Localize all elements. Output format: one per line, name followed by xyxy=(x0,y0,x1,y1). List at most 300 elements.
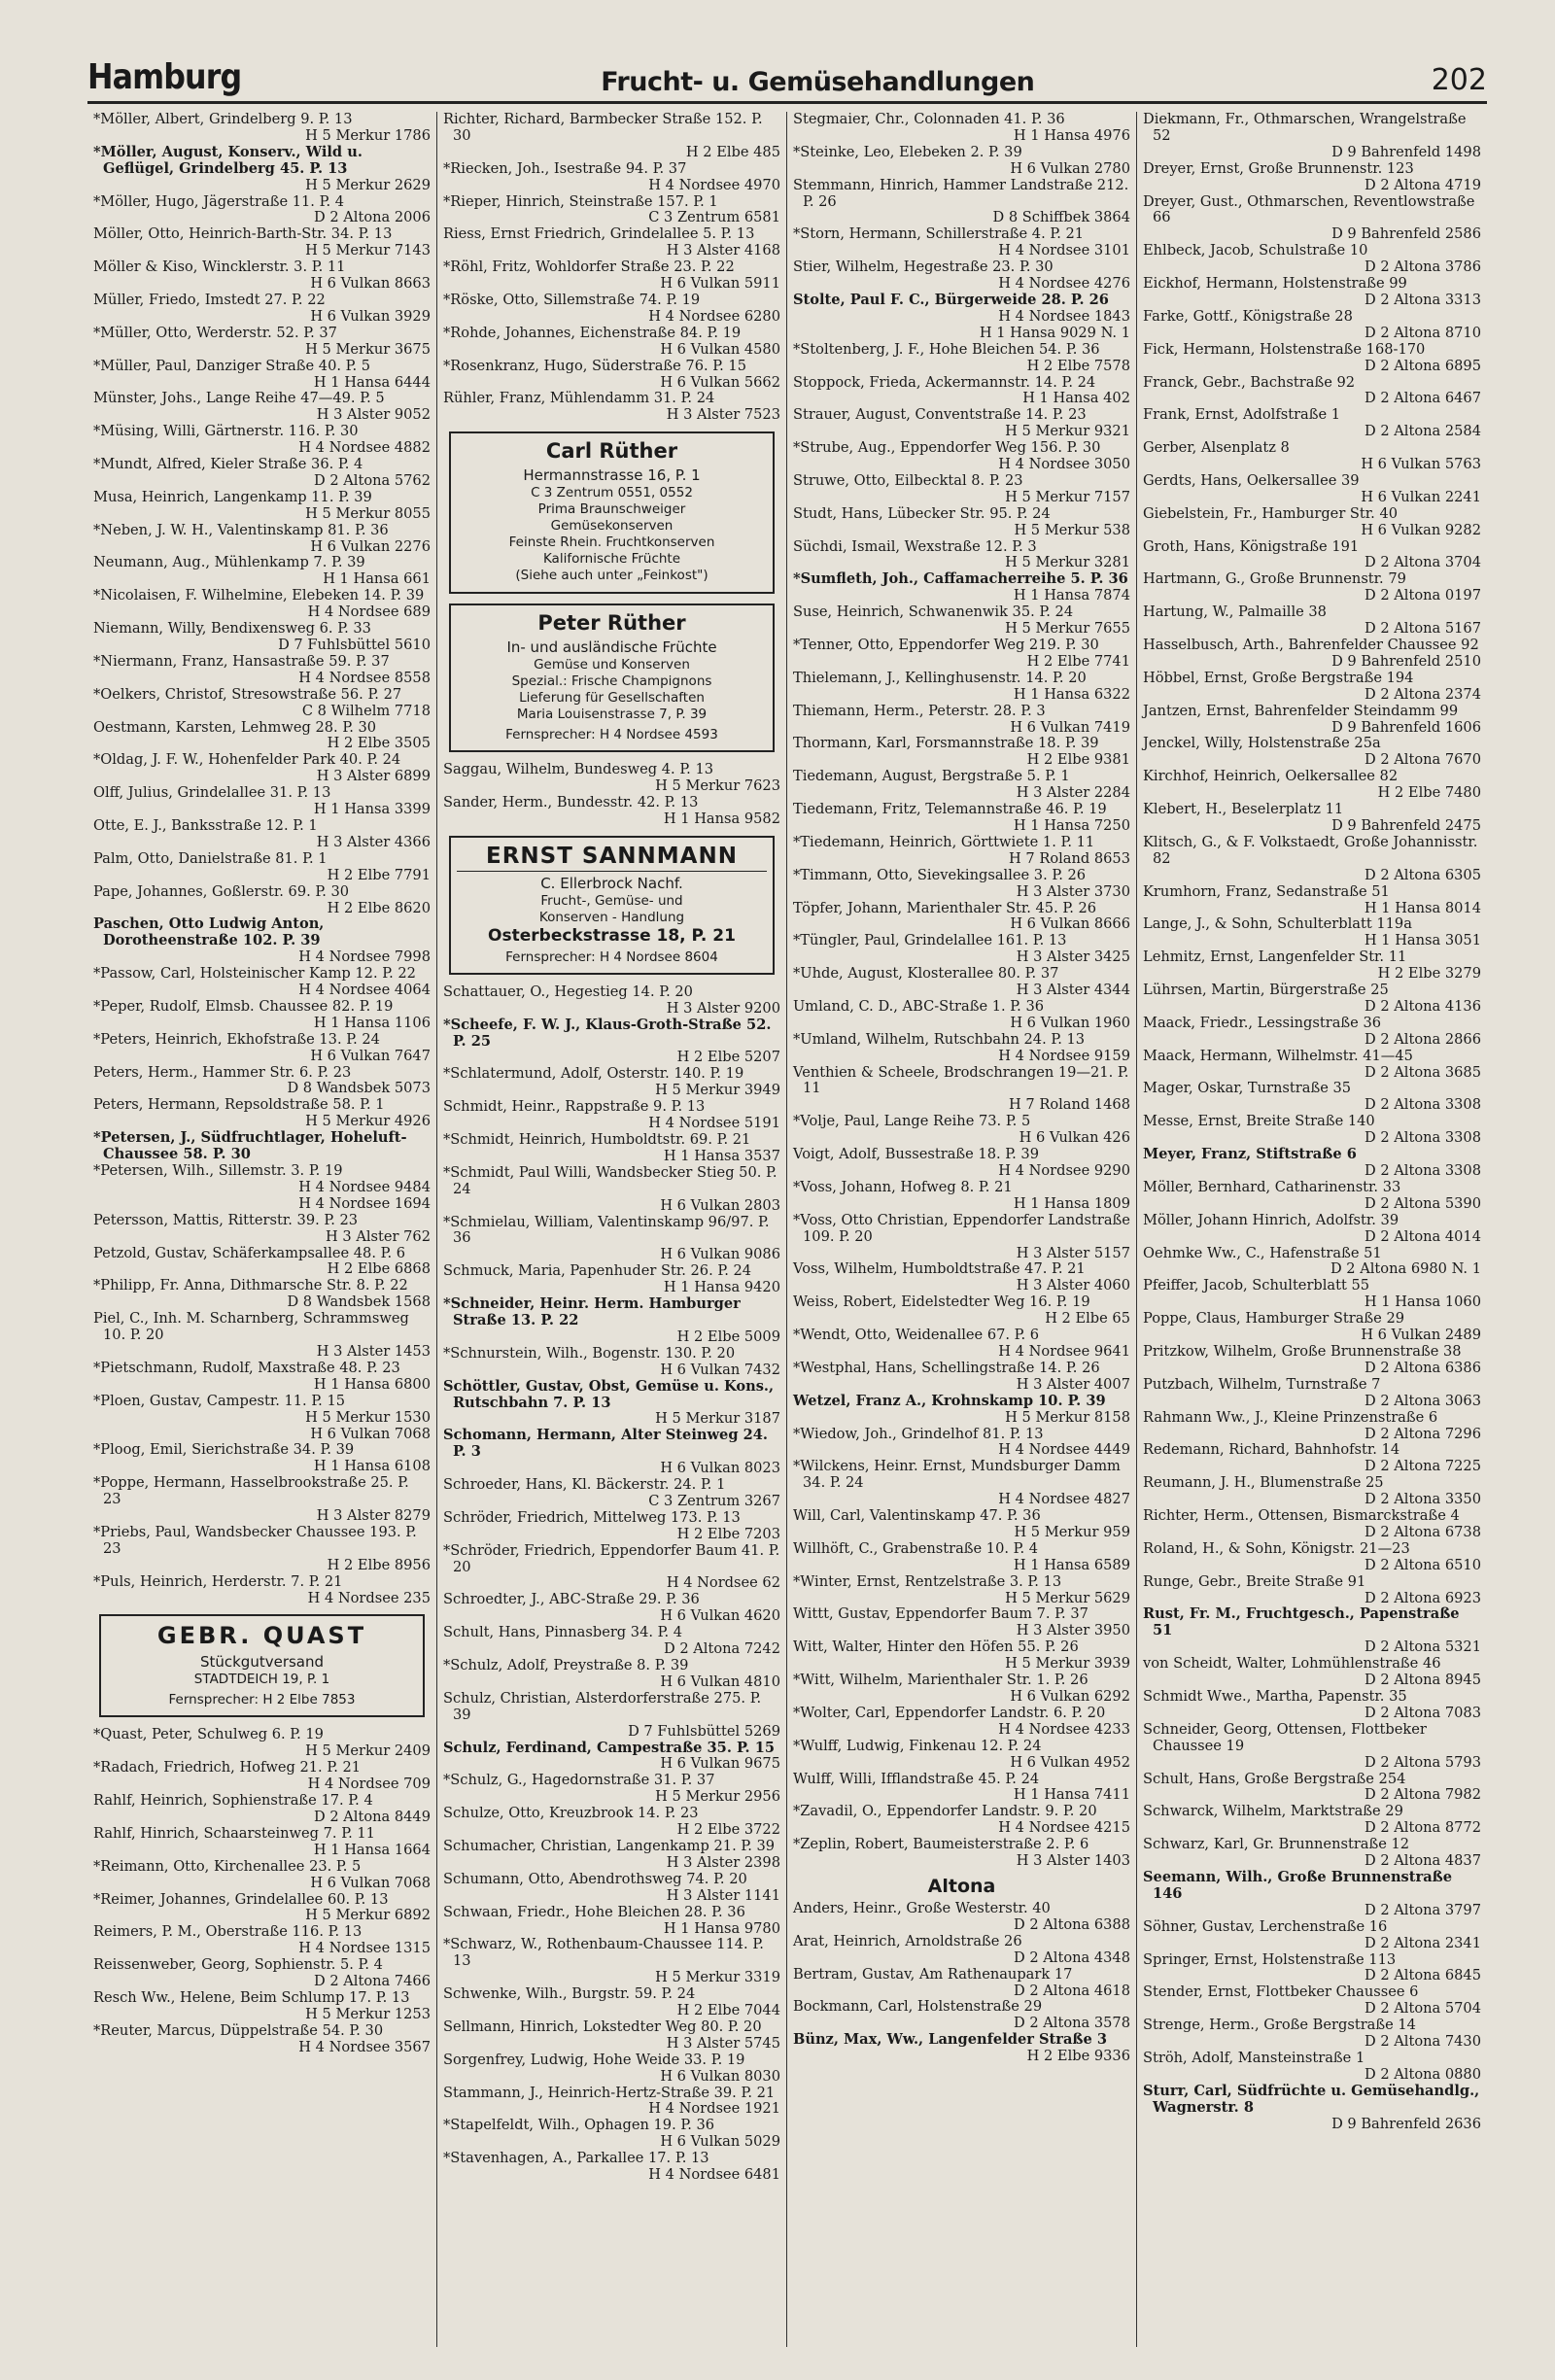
listing-phone: D 2 Altona 3685 xyxy=(1365,1063,1481,1081)
listing-name-address: Schroedter, J., ABC-Straße 29. P. 36 xyxy=(443,1591,700,1608)
listing-entry xyxy=(793,1967,1130,2000)
listing-entry xyxy=(1143,1541,1481,1574)
listing-name-address: Resch Ww., Helene, Beim Schlump 17. P. 13 xyxy=(93,1988,410,2006)
listing-phone: H 1 Hansa 9029 N. 1 xyxy=(979,324,1130,341)
ad-subtitle: C. Ellerbrock Nachf. xyxy=(540,874,683,892)
listing-phone: C 8 Wilhelm 7718 xyxy=(301,702,431,719)
listing-phone: D 2 Altona 7225 xyxy=(1365,1458,1481,1475)
listing-name-address: Hartung, W., Palmaille 38 xyxy=(1143,604,1327,621)
listing-phone: H 4 Nordsee 4882 xyxy=(298,439,431,457)
listing-phone: H 1 Hansa 3537 xyxy=(663,1147,780,1164)
listing-name-address: Schroeder, Hans, Kl. Bäckerstr. 24. P. 1 xyxy=(443,1476,726,1494)
listing-name-address: Bertram, Gustav, Am Rathenaupark 17 xyxy=(793,1965,1073,1983)
listing-entry xyxy=(443,1872,780,1905)
listing-entry xyxy=(443,984,780,1018)
listing-name-address: Wetzel, Franz A., Krohnskamp 10. P. 39 xyxy=(793,1392,1106,1409)
advertisement-box xyxy=(449,604,775,752)
listing-entry xyxy=(1143,1772,1481,1805)
listing-phone: H 1 Hansa 1060 xyxy=(1364,1293,1481,1311)
listing-entry xyxy=(1143,2084,1481,2133)
listing-phone: D 8 Wandsbek 1568 xyxy=(287,1293,431,1311)
listing-name-address: *Röhl, Fritz, Wohldorfer Straße 23. P. 22 xyxy=(443,259,735,276)
listing-name-address: Oehmke Ww., C., Hafenstraße 51 xyxy=(1143,1244,1382,1261)
listing-entry xyxy=(1143,1837,1481,1870)
listing-name-address: Dreyer, Ernst, Große Brunnenstr. 123 xyxy=(1143,159,1414,177)
listing-name-address: Peters, Herm., Hammer Str. 6. P. 23 xyxy=(93,1063,352,1081)
listing-phone: H 5 Merkur 3939 xyxy=(1005,1655,1130,1673)
listing-entry xyxy=(1143,1213,1481,1246)
ad-subtitle: Stückgutversand xyxy=(199,1653,325,1672)
listing-phone: H 4 Nordsee 3101 xyxy=(998,242,1130,259)
listing-phone: H 4 Nordsee 9290 xyxy=(998,1162,1130,1179)
listing-name-address: Schwarck, Wilhelm, Marktstraße 29 xyxy=(1143,1803,1403,1820)
category-heading: Frucht- u. Gemüsehandlungen xyxy=(601,67,1035,97)
listing-entry xyxy=(793,571,1130,604)
listing-phone: H 5 Merkur 1253 xyxy=(305,2005,431,2022)
listing-name-address: Rühler, Franz, Mühlendamm 31. P. 24 xyxy=(443,390,715,407)
listing-phone: H 2 Elbe 8620 xyxy=(327,899,431,916)
listing-entry xyxy=(93,1278,431,1311)
listing-entry xyxy=(443,1658,780,1691)
listing-phone: H 6 Vulkan 8023 xyxy=(660,1460,780,1477)
listing-name-address: Petersson, Mattis, Ritterstr. 39. P. 23 xyxy=(93,1211,359,1228)
ad-text-line: C 3 Zentrum 0551, 0552 xyxy=(531,485,693,501)
listing-name-address: Schröder, Friedrich, Mittelweg 173. P. 13 xyxy=(443,1508,741,1526)
listing-name-address: Schwarz, Karl, Gr. Brunnenstraße 12 xyxy=(1143,1836,1410,1853)
listing-entry xyxy=(793,1999,1130,2032)
listing-phone: H 1 Hansa 7250 xyxy=(1013,816,1130,834)
listing-entry xyxy=(443,1741,780,1774)
listing-phone: H 4 Nordsee 4064 xyxy=(298,982,431,999)
listing-entry xyxy=(793,259,1130,293)
listing-entry xyxy=(793,704,1130,737)
listing-phone: H 6 Vulkan 426 xyxy=(1019,1129,1130,1147)
listing-name-address: Töpfer, Johann, Marienthaler Str. 45. P. 26 xyxy=(793,899,1097,916)
listing-entry xyxy=(443,1839,780,1872)
column-3 xyxy=(787,112,1137,2347)
listing-name-address: Giebelstein, Fr., Hamburger Str. 40 xyxy=(1143,504,1399,522)
listing-name-address: Springer, Ernst, Holstenstraße 113 xyxy=(1143,1950,1397,1968)
listing-name-address: Struwe, Otto, Eilbecktal 8. P. 23 xyxy=(793,471,1023,489)
listing-phone: H 7 Roland 8653 xyxy=(1009,849,1130,867)
listing-name-address: *Möller, August, Konserv., Wild u. Geflügel, Grindelberg 45. P. 13 xyxy=(93,143,363,177)
listing-entry xyxy=(443,1937,780,1986)
listing-phone: H 4 Nordsee 7998 xyxy=(298,949,431,966)
listing-entry xyxy=(93,1065,431,1098)
listing-entry xyxy=(1143,736,1481,769)
listing-entry xyxy=(93,1311,431,1361)
listing-phone: H 6 Vulkan 2489 xyxy=(1361,1327,1481,1344)
listing-name-address: Weiss, Robert, Eidelstedter Weg 16. P. 19 xyxy=(793,1293,1090,1311)
listing-entry xyxy=(93,1361,431,1394)
listing-entry xyxy=(443,762,780,795)
listing-name-address: Schulze, Otto, Kreuzbrook 14. P. 23 xyxy=(443,1805,699,1822)
listing-name-address: Kirchhof, Heinrich, Oelkersallee 82 xyxy=(1143,768,1399,785)
listing-entry xyxy=(1143,473,1481,506)
listing-phone: H 6 Vulkan 2276 xyxy=(310,537,431,555)
listing-name-address: Müller, Friedo, Imstedt 27. P. 22 xyxy=(93,291,326,308)
listing-entry xyxy=(1143,1984,1481,2018)
listing-name-address: Strenge, Herm., Große Bergstraße 14 xyxy=(1143,2017,1416,2034)
ad-title: ERNST SANNMANN xyxy=(457,844,767,872)
listing-phone: H 1 Hansa 1809 xyxy=(1013,1194,1130,1212)
listing-entry xyxy=(1143,638,1481,671)
listing-name-address: Thormann, Karl, Forsmannstraße 18. P. 39 xyxy=(793,735,1099,752)
listing-entry xyxy=(793,1328,1130,1361)
listing-phone: D 2 Altona 6388 xyxy=(1014,1915,1130,1933)
listing-phone: H 4 Nordsee 4970 xyxy=(648,176,780,193)
listing-name-address: Pape, Johannes, Goßlerstr. 69. P. 30 xyxy=(93,882,350,900)
listing-entry xyxy=(93,523,431,556)
listing-name-address: *Peters, Heinrich, Ekhofstraße 13. P. 24 xyxy=(93,1030,380,1048)
listing-name-address: Musa, Heinrich, Langenkamp 11. P. 39 xyxy=(93,488,372,505)
listing-entry xyxy=(93,1097,431,1130)
listing-entry xyxy=(93,424,431,457)
listing-name-address: *Reuter, Marcus, Düppelstraße 54. P. 30 xyxy=(93,2021,384,2039)
listing-name-address: Putzbach, Wilhelm, Turnstraße 7 xyxy=(1143,1375,1381,1393)
listing-entry xyxy=(1143,1049,1481,1082)
listing-name-address: *Schmidt, Heinrich, Humboldtstr. 69. P. 21 xyxy=(443,1131,751,1148)
listing-entry xyxy=(443,1066,780,1099)
listing-phone: D 2 Altona 3308 xyxy=(1365,1129,1481,1147)
listing-name-address: *Wendt, Otto, Weidenallee 67. P. 6 xyxy=(793,1327,1040,1344)
listing-entry xyxy=(93,359,431,392)
listing-entry xyxy=(1143,704,1481,737)
listing-name-address: *Tenner, Otto, Eppendorfer Weg 219. P. 30 xyxy=(793,637,1099,653)
listing-entry xyxy=(1143,604,1481,638)
advertisement-box xyxy=(449,431,775,594)
listing-name-address: *Quast, Peter, Schulweg 6. P. 19 xyxy=(93,1726,324,1743)
listing-entry xyxy=(93,1196,431,1213)
city-heading: Hamburg xyxy=(87,57,242,97)
listing-phone: D 2 Altona 8772 xyxy=(1365,1819,1481,1837)
listing-phone: C 3 Zentrum 3267 xyxy=(648,1492,780,1509)
listing-phone: H 2 Elbe 7741 xyxy=(1026,652,1130,670)
listing-phone: C 3 Zentrum 6581 xyxy=(648,209,780,226)
listing-entry xyxy=(93,457,431,490)
listing-name-address: Piel, C., Inh. M. Scharnberg, Schrammsweg 10. P. 20 xyxy=(93,1310,409,1344)
listing-name-address: Maack, Hermann, Wilhelmstr. 41—45 xyxy=(1143,1047,1413,1064)
listing-entry xyxy=(793,145,1130,178)
listing-phone: D 2 Altona 3578 xyxy=(1014,2015,1130,2032)
listing-phone: H 3 Alster 4007 xyxy=(1016,1375,1130,1393)
listing-name-address: *Wolter, Carl, Eppendorfer Landstr. 6. P. 20 xyxy=(793,1704,1106,1721)
listing-entry xyxy=(793,769,1130,802)
listing-phone: D 2 Altona 5762 xyxy=(314,471,431,489)
listing-name-address: Richter, Richard, Barmbecker Straße 152. P. 30 xyxy=(443,112,763,144)
listing-name-address: *Zavadil, O., Eppendorfer Landstr. 9. P. 20 xyxy=(793,1803,1097,1820)
listing-phone: H 6 Vulkan 5662 xyxy=(660,373,780,391)
listing-entry xyxy=(793,1147,1130,1180)
listing-phone: H 3 Alster 2284 xyxy=(1016,784,1130,802)
listing-entry xyxy=(443,2151,780,2184)
listing-phone: H 6 Vulkan 7647 xyxy=(310,1047,431,1064)
listing-name-address: Stoppock, Frieda, Ackermannstr. 14. P. 24 xyxy=(793,373,1096,391)
listing-name-address: *Petersen, Wilh., Sillemstr. 3. P. 19 xyxy=(93,1162,343,1179)
listing-phone: H 1 Hansa 6322 xyxy=(1013,685,1130,703)
ad-subtitle: In- und ausländische Früchte xyxy=(506,638,717,657)
listing-entry xyxy=(793,1261,1130,1294)
listing-entry xyxy=(1143,1246,1481,1279)
listing-name-address: Lührsen, Martin, Bürgerstraße 25 xyxy=(1143,982,1389,999)
listing-name-address: Klitsch, G., & F. Volkstaedt, Große Johannisstr. 82 xyxy=(1143,833,1478,867)
listing-phone: H 3 Alster 9052 xyxy=(316,406,431,424)
listing-entry xyxy=(93,1246,431,1279)
listing-entry xyxy=(1143,309,1481,342)
listing-phone: H 3 Alster 3730 xyxy=(1016,882,1130,900)
listing-entry xyxy=(93,1213,431,1246)
listing-phone: D 2 Altona 6980 N. 1 xyxy=(1330,1260,1481,1278)
listing-entry xyxy=(1143,1804,1481,1837)
listing-phone: H 3 Alster 4366 xyxy=(316,833,431,850)
listing-name-address: Rust, Fr. M., Fruchtgesch., Papenstraße 51 xyxy=(1143,1605,1460,1639)
listing-name-address: Palm, Otto, Danielstraße 81. P. 1 xyxy=(93,849,328,867)
listing-phone: H 1 Hansa 3399 xyxy=(313,801,431,818)
listing-name-address: Hasselbusch, Arth., Bahrenfelder Chaussee 92 xyxy=(1143,637,1479,653)
listing-phone: H 2 Elbe 5009 xyxy=(676,1328,780,1345)
listing-name-address: Stegmaier, Chr., Colonnaden 41. P. 36 xyxy=(793,112,1065,127)
ad-title: GEBR. QUAST xyxy=(156,1622,367,1650)
listing-name-address: Schattauer, O., Hegestieg 14. P. 20 xyxy=(443,983,693,1000)
listing-name-address: Wulff, Willi, Ifflandstraße 45. P. 24 xyxy=(793,1770,1040,1787)
listing-entry xyxy=(93,1990,431,2023)
listing-name-address: Frank, Ernst, Adolfstraße 1 xyxy=(1143,406,1341,424)
listing-name-address: Will, Carl, Valentinskamp 47. P. 36 xyxy=(793,1507,1041,1525)
listing-phone: H 4 Nordsee 689 xyxy=(307,604,431,621)
listing-name-address: *Wilckens, Heinr. Ernst, Mundsburger Damm 34. P. 24 xyxy=(793,1458,1121,1492)
listing-name-address: *Mundt, Alfred, Kieler Straße 36. P. 4 xyxy=(93,456,363,473)
listing-phone: D 2 Altona 6386 xyxy=(1365,1359,1481,1376)
listing-name-address: Krumhorn, Franz, Sedanstraße 51 xyxy=(1143,882,1390,900)
listing-entry xyxy=(443,112,780,161)
listing-name-address: *Westphal, Hans, Schellingstraße 14. P. 26 xyxy=(793,1359,1100,1376)
listing-phone: H 4 Nordsee 5191 xyxy=(648,1115,780,1132)
listing-entry xyxy=(793,112,1130,145)
listing-phone: D 2 Altona 7982 xyxy=(1365,1786,1481,1804)
listing-phone: D 2 Altona 2584 xyxy=(1365,423,1481,440)
listing-entry xyxy=(443,1215,780,1264)
listing-entry xyxy=(793,802,1130,835)
listing-name-address: Farke, Gottf., Königstraße 28 xyxy=(1143,307,1353,325)
listing-phone: D 2 Altona 5704 xyxy=(1365,2000,1481,2018)
listing-name-address: Rahlf, Heinrich, Sophienstraße 17. P. 4 xyxy=(93,1792,373,1810)
listing-phone: H 6 Vulkan 9282 xyxy=(1361,521,1481,538)
listing-phone: D 2 Altona 6895 xyxy=(1365,357,1481,374)
listing-phone: H 5 Merkur 5629 xyxy=(1005,1589,1130,1606)
listing-entry xyxy=(443,1296,780,1346)
listing-phone: H 6 Vulkan 8666 xyxy=(1010,915,1130,933)
listing-entry xyxy=(793,407,1130,440)
listing-entry xyxy=(93,1574,431,1607)
listing-name-address: *Schneider, Heinr. Herm. Hamburger Straße 13. P. 22 xyxy=(443,1295,741,1328)
listing-phone: H 4 Nordsee 4276 xyxy=(998,275,1130,293)
listing-phone: D 2 Altona 2341 xyxy=(1365,1934,1481,1951)
listing-phone: H 2 Elbe 7480 xyxy=(1377,784,1481,802)
listing-name-address: *Pietschmann, Rudolf, Maxstraße 48. P. 23 xyxy=(93,1359,400,1376)
listing-name-address: *Niermann, Franz, Hansastraße 59. P. 37 xyxy=(93,652,390,670)
listing-phone: H 3 Alster 7523 xyxy=(666,406,780,424)
listing-name-address: Ehlbeck, Jacob, Schulstraße 10 xyxy=(1143,242,1368,259)
listing-entry xyxy=(443,2118,780,2151)
listing-entry xyxy=(1143,539,1481,572)
listing-name-address: *Witt, Wilhelm, Marienthaler Str. 1. P. 26 xyxy=(793,1672,1088,1689)
listing-name-address: Neumann, Aug., Mühlenkamp 7. P. 39 xyxy=(93,554,365,571)
section-heading: Altona xyxy=(927,1875,996,1897)
listing-entry xyxy=(793,1213,1130,1262)
listing-phone: D 2 Altona 8945 xyxy=(1365,1672,1481,1689)
listing-name-address: *Umland, Wilhelm, Rutschbahn 24. P. 13 xyxy=(793,1030,1086,1048)
listing-name-address: Schöttler, Gustav, Obst, Gemüse u. Kons., Rutschbahn 7. P. 13 xyxy=(443,1377,775,1411)
ad-text-line: Spezial.: Frische Champignons xyxy=(511,673,712,690)
listing-phone: H 1 Hansa 4976 xyxy=(1013,126,1130,144)
listing-entry xyxy=(1143,375,1481,408)
listing-entry xyxy=(793,2032,1130,2065)
listing-entry xyxy=(93,1924,431,1957)
listing-name-address: Ströh, Adolf, Mansteinstraße 1 xyxy=(1143,2049,1365,2066)
listing-entry xyxy=(1143,835,1481,884)
listing-phone: H 5 Merkur 7623 xyxy=(655,777,780,795)
listing-entry xyxy=(1143,671,1481,704)
listing-name-address: *Stapelfeldt, Wilh., Ophagen 19. P. 36 xyxy=(443,2117,715,2134)
listing-phone: H 5 Merkur 538 xyxy=(1014,521,1130,538)
listing-name-address: Stender, Ernst, Flottbeker Chaussee 6 xyxy=(1143,1983,1419,2001)
listing-entry xyxy=(93,654,431,687)
listing-entry xyxy=(793,1804,1130,1837)
listing-entry xyxy=(443,391,780,424)
listing-entry xyxy=(1143,1919,1481,1952)
listing-entry xyxy=(1143,440,1481,473)
listing-phone: H 5 Merkur 9321 xyxy=(1005,423,1130,440)
listing-name-address: Messe, Ernst, Breite Straße 140 xyxy=(1143,1113,1375,1130)
listing-phone: H 4 Nordsee 6481 xyxy=(648,2166,780,2184)
listing-entry xyxy=(443,1986,780,2019)
listing-entry xyxy=(93,1394,431,1427)
listing-entry xyxy=(443,1543,780,1593)
listing-phone: H 6 Vulkan 5029 xyxy=(660,2133,780,2151)
listing-name-address: Reumann, J. H., Blumenstraße 25 xyxy=(1143,1474,1384,1492)
listing-phone: H 3 Alster 1403 xyxy=(1016,1852,1130,1870)
listing-phone: H 4 Nordsee 1694 xyxy=(298,1194,431,1212)
listing-name-address: Tiedemann, August, Bergstraße 5. P. 1 xyxy=(793,768,1070,785)
listing-name-address: Bockmann, Carl, Holstenstraße 29 xyxy=(793,1998,1043,2016)
listing-name-address: *Rosenkranz, Hugo, Süderstraße 76. P. 15 xyxy=(443,357,746,374)
listing-phone: D 2 Altona 5793 xyxy=(1365,1753,1481,1771)
listing-entry xyxy=(93,1957,431,1990)
listing-name-address: *Schmielau, William, Valentinskamp 96/97. P. 36 xyxy=(443,1213,770,1247)
listing-phone: H 3 Alster 2398 xyxy=(666,1853,780,1871)
listing-entry xyxy=(93,226,431,259)
listing-entry xyxy=(93,1475,431,1525)
listing-name-address: Reissenweber, Georg, Sophienstr. 5. P. 4 xyxy=(93,1956,383,1974)
listing-entry xyxy=(93,1727,431,1760)
listing-phone: H 6 Vulkan 4620 xyxy=(660,1607,780,1625)
listing-phone: D 2 Altona 8449 xyxy=(314,1809,431,1825)
listing-entry xyxy=(93,1859,431,1892)
listing-phone: D 9 Bahrenfeld 1498 xyxy=(1331,143,1481,160)
listing-phone: H 4 Nordsee 8558 xyxy=(298,669,431,686)
listing-name-address: Fick, Hermann, Holstenstraße 168-170 xyxy=(1143,340,1426,358)
listing-phone: D 2 Altona 4837 xyxy=(1365,1852,1481,1870)
listing-phone: H 2 Elbe 65 xyxy=(1045,1310,1130,1328)
listing-entry xyxy=(93,588,431,621)
listing-phone: H 5 Merkur 3675 xyxy=(305,340,431,358)
listing-phone: H 3 Alster 4344 xyxy=(1016,982,1130,999)
listing-entry xyxy=(443,359,780,392)
listing-entry xyxy=(793,1180,1130,1213)
listing-entry xyxy=(793,1361,1130,1394)
ad-text-line: STADTDEICH 19, P. 1 xyxy=(193,1672,330,1688)
listing-name-address: *Wiedow, Joh., Grindelhof 81. P. 13 xyxy=(793,1425,1044,1442)
listing-name-address: *Tiedemann, Heinrich, Görttwiete 1. P. 11 xyxy=(793,833,1095,850)
listing-phone: H 6 Vulkan 4952 xyxy=(1010,1753,1130,1771)
listing-phone: H 1 Hansa 661 xyxy=(323,570,431,588)
listing-name-address: Diekmann, Fr., Othmarschen, Wrangelstraße 52 xyxy=(1143,112,1467,144)
listing-name-address: *Peper, Rudolf, Elmsb. Chaussee 82. P. 19 xyxy=(93,997,394,1015)
listing-entry xyxy=(1143,2018,1481,2051)
listing-phone: D 2 Altona 3308 xyxy=(1365,1096,1481,1114)
listing-name-address: Möller, Bernhard, Catharinenstr. 33 xyxy=(1143,1178,1401,1195)
listing-entry xyxy=(1143,983,1481,1016)
listing-entry xyxy=(793,1837,1130,1870)
listing-phone: H 2 Elbe 7578 xyxy=(1026,357,1130,374)
listing-entry xyxy=(793,1673,1130,1706)
ad-text-line: Kalifornische Früchte xyxy=(542,551,681,568)
listing-phone: D 9 Bahrenfeld 2636 xyxy=(1331,2115,1481,2132)
listing-name-address: Söhner, Gustav, Lerchenstraße 16 xyxy=(1143,1917,1388,1935)
ad-title: Carl Rüther xyxy=(545,439,678,464)
listing-entry xyxy=(443,1165,780,1215)
listing-name-address: *Schlatermund, Adolf, Osterstr. 140. P. 19 xyxy=(443,1065,744,1083)
listing-phone: D 2 Altona 4014 xyxy=(1365,1227,1481,1245)
listing-entry xyxy=(443,293,780,326)
listing-name-address: Schumann, Otto, Abendrothsweg 74. P. 20 xyxy=(443,1870,747,1887)
listing-phone: H 5 Merkur 8158 xyxy=(1005,1408,1130,1426)
listing-entry xyxy=(793,375,1130,408)
listing-phone: H 5 Merkur 8055 xyxy=(305,504,431,522)
listing-name-address: Schult, Hans, Pinnasberg 34. P. 4 xyxy=(443,1624,683,1641)
listing-phone: H 1 Hansa 8014 xyxy=(1364,899,1481,916)
listing-phone: H 5 Merkur 7143 xyxy=(305,242,431,259)
listing-phone: H 6 Vulkan 7068 xyxy=(310,1425,431,1442)
listing-name-address: Schumacher, Christian, Langenkamp 21. P. 39 xyxy=(443,1837,776,1854)
listing-entry xyxy=(793,326,1130,342)
listing-name-address: Hartmann, G., Große Brunnenstr. 79 xyxy=(1143,570,1406,588)
listing-entry xyxy=(793,1606,1130,1639)
listing-phone: H 5 Merkur 2956 xyxy=(655,1788,780,1806)
listing-name-address: Voss, Wilhelm, Humboldtstraße 47. P. 21 xyxy=(793,1260,1086,1278)
listing-phone: H 4 Nordsee 3567 xyxy=(298,2038,431,2055)
listing-entry xyxy=(1143,884,1481,917)
listing-name-address: *Ploog, Emil, Sierichstraße 34. P. 39 xyxy=(93,1441,355,1459)
listing-name-address: Jantzen, Ernst, Bahrenfelder Steindamm 99 xyxy=(1143,702,1459,719)
listing-phone: H 1 Hansa 1664 xyxy=(313,1841,431,1858)
listing-entry xyxy=(93,1032,431,1065)
listing-phone: H 1 Hansa 6108 xyxy=(313,1458,431,1475)
listing-name-address: *Ploen, Gustav, Campestr. 11. P. 15 xyxy=(93,1392,346,1409)
listing-name-address: Schulz, Ferdinand, Campestraße 35. P. 15 xyxy=(443,1739,776,1756)
listing-phone: H 2 Elbe 7791 xyxy=(327,866,431,883)
listing-phone: D 2 Altona 4719 xyxy=(1365,176,1481,193)
listing-name-address: *Schmidt, Paul Willi, Wandsbecker Stieg 50. P. 24 xyxy=(443,1163,778,1197)
listing-phone: H 6 Vulkan 9086 xyxy=(660,1246,780,1263)
listing-name-address: *Voss, Otto Christian, Eppendorfer Landstraße 109. P. 20 xyxy=(793,1211,1130,1245)
listing-name-address: *Riecken, Joh., Isestraße 94. P. 37 xyxy=(443,159,687,177)
listing-phone: H 5 Merkur 7157 xyxy=(1005,488,1130,505)
listing-entry xyxy=(793,1901,1130,1934)
listing-phone: H 2 Elbe 3279 xyxy=(1377,965,1481,983)
listing-name-address: Schneider, Georg, Ottensen, Flottbeker Chaussee 19 xyxy=(1143,1720,1427,1754)
listing-phone: H 2 Elbe 8956 xyxy=(327,1556,431,1573)
